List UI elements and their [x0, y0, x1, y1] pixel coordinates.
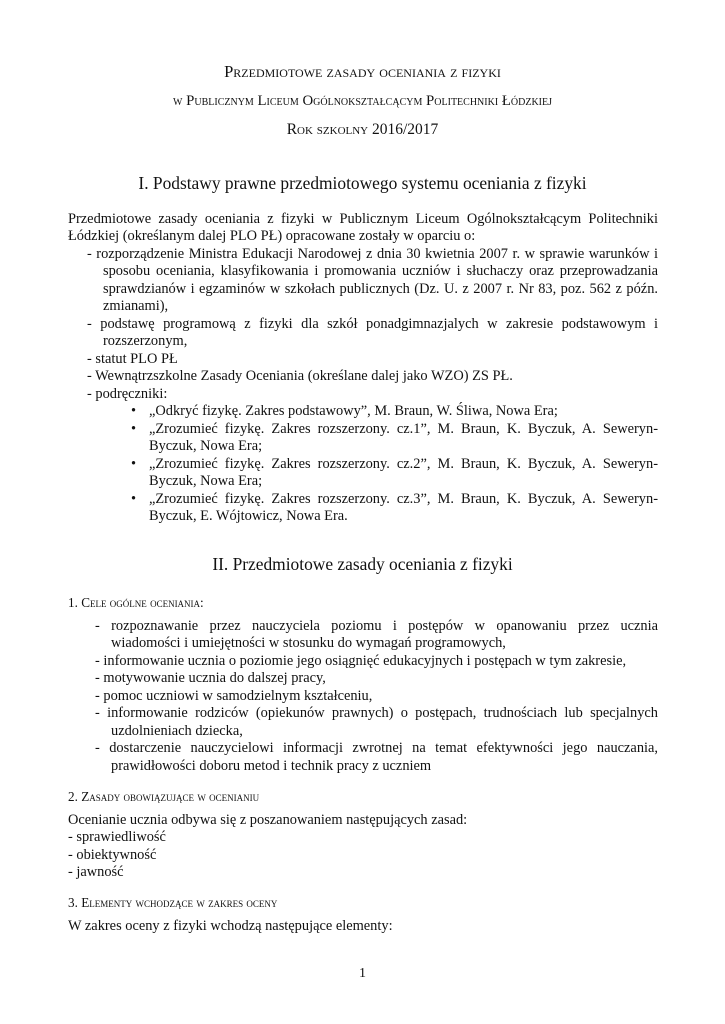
rules-intro: Ocenianie ucznia odbywa się z poszanowaniem następujących zasad:	[68, 812, 468, 828]
school-year: Rok szkolny 2016/2017	[286, 121, 439, 138]
textbook-3: „Zrozumieć fizykę. Zakres rozszerzony. cz.2”, M. Braun, K. Byczuk, A. Seweryn-	[149, 456, 658, 472]
goal-item: - dostarczenie nauczycielowi informacji zwrotnej na temat efektywności jego nauczania,	[95, 740, 658, 756]
textbook-1: „Odkryć fizykę. Zakres podstawowy”, M. Braun, W. Śliwa, Nowa Era;	[149, 403, 558, 419]
goal-item-cont: uzdolnieniach dziecka,	[111, 723, 243, 739]
textbook-3-cont: Byczuk, Nowa Era;	[149, 473, 263, 489]
rule-item: - sprawiedliwość	[68, 829, 166, 845]
intro-line-2: Łódzkiej (określanym dalej PLO PŁ) opracowane zostały w oparciu o:	[68, 228, 476, 244]
legal-item-regulation-cont: sposobu oceniania, klasyfikowania i promowania uczniów i słuchaczy oraz przeprowadzania	[103, 263, 658, 279]
bullet-icon: •	[131, 456, 137, 472]
legal-item-regulation-cont: zmianami),	[103, 298, 169, 314]
legal-item-curriculum: - podstawę programową z fizyki dla szkół ponadgimnazjalych w zakresie podstawowym i	[87, 316, 658, 332]
intro-line-1: Przedmiotowe zasady oceniania z fizyki w Publicznym Liceum Ogólnokształcącym Politechniki	[68, 211, 658, 227]
school-name: w Publicznym Liceum Ogólnokształcącym Politechniki Łódzkiej	[173, 93, 552, 109]
legal-item-textbooks: - podręczniki:	[87, 386, 168, 402]
legal-item-statute: - statut PLO PŁ	[87, 351, 178, 367]
document-title: Przedmiotowe zasady oceniania z fizyki	[224, 62, 501, 81]
section-1-heading: I. Podstawy prawne przedmiotowego systemu oceniania z fizyki	[138, 173, 587, 193]
subsection-3-heading: 3. Elementy wchodzące w zakres oceny	[68, 895, 278, 910]
textbook-2: „Zrozumieć fizykę. Zakres rozszerzony. cz.1”, M. Braun, K. Byczuk, A. Seweryn-	[149, 421, 658, 437]
legal-item-curriculum-cont: rozszerzonym,	[103, 333, 188, 349]
goal-item: - motywowanie ucznia do dalszej pracy,	[95, 670, 326, 686]
rule-item: - obiektywność	[68, 847, 157, 863]
subsection-2-heading: 2. Zasady obowiązujące w ocenianiu	[68, 789, 260, 804]
bullet-icon: •	[131, 491, 137, 507]
goal-item: - informowanie ucznia o poziomie jego osiągnięć edukacyjnych i postępach w tym zakresie,	[95, 653, 627, 669]
page-number: 1	[359, 966, 366, 981]
legal-item-regulation-cont: sprawdzianów i egzaminów w szkołach publicznych (Dz. U. z 2007 r. Nr 83, poz. 562 z późn.	[103, 281, 658, 297]
subsection-1-heading: 1. Cele ogólne oceniania:	[68, 595, 204, 610]
section-2-heading: II. Przedmiotowe zasady oceniania z fizyki	[212, 554, 513, 574]
legal-item-wzo: - Wewnątrzszkolne Zasady Oceniania (określane dalej jako WZO) ZS PŁ.	[87, 368, 513, 384]
textbook-4-cont: Byczuk, E. Wójtowicz, Nowa Era.	[149, 508, 348, 524]
goal-item: - pomoc uczniowi w samodzielnym kształceniu,	[95, 688, 373, 704]
goal-item: - informowanie rodziców (opiekunów prawnych) o postępach, trudnościach lub specjalnych	[95, 705, 658, 721]
goal-item-cont: prawidłowości doboru metod i technik pracy z uczniem	[111, 758, 432, 774]
goal-item-cont: wiadomości i umiejętności w stosunku do wymagań programowych,	[111, 635, 506, 651]
textbook-2-cont: Byczuk, Nowa Era;	[149, 438, 263, 454]
textbook-4: „Zrozumieć fizykę. Zakres rozszerzony. cz.3”, M. Braun, K. Byczuk, A. Seweryn-	[149, 491, 658, 507]
bullet-icon: •	[131, 421, 137, 437]
bullet-icon: •	[131, 403, 137, 419]
legal-item-regulation: - rozporządzenie Ministra Edukacji Narodowej z dnia 30 kwietnia 2007 r. w sprawie warunków i	[87, 246, 658, 262]
goal-item: - rozpoznawanie przez nauczyciela poziomu i postępów w opanowaniu przez ucznia	[95, 618, 658, 634]
rule-item: - jawność	[68, 864, 124, 880]
elements-intro: W zakres oceny z fizyki wchodzą następujące elementy:	[68, 918, 393, 934]
